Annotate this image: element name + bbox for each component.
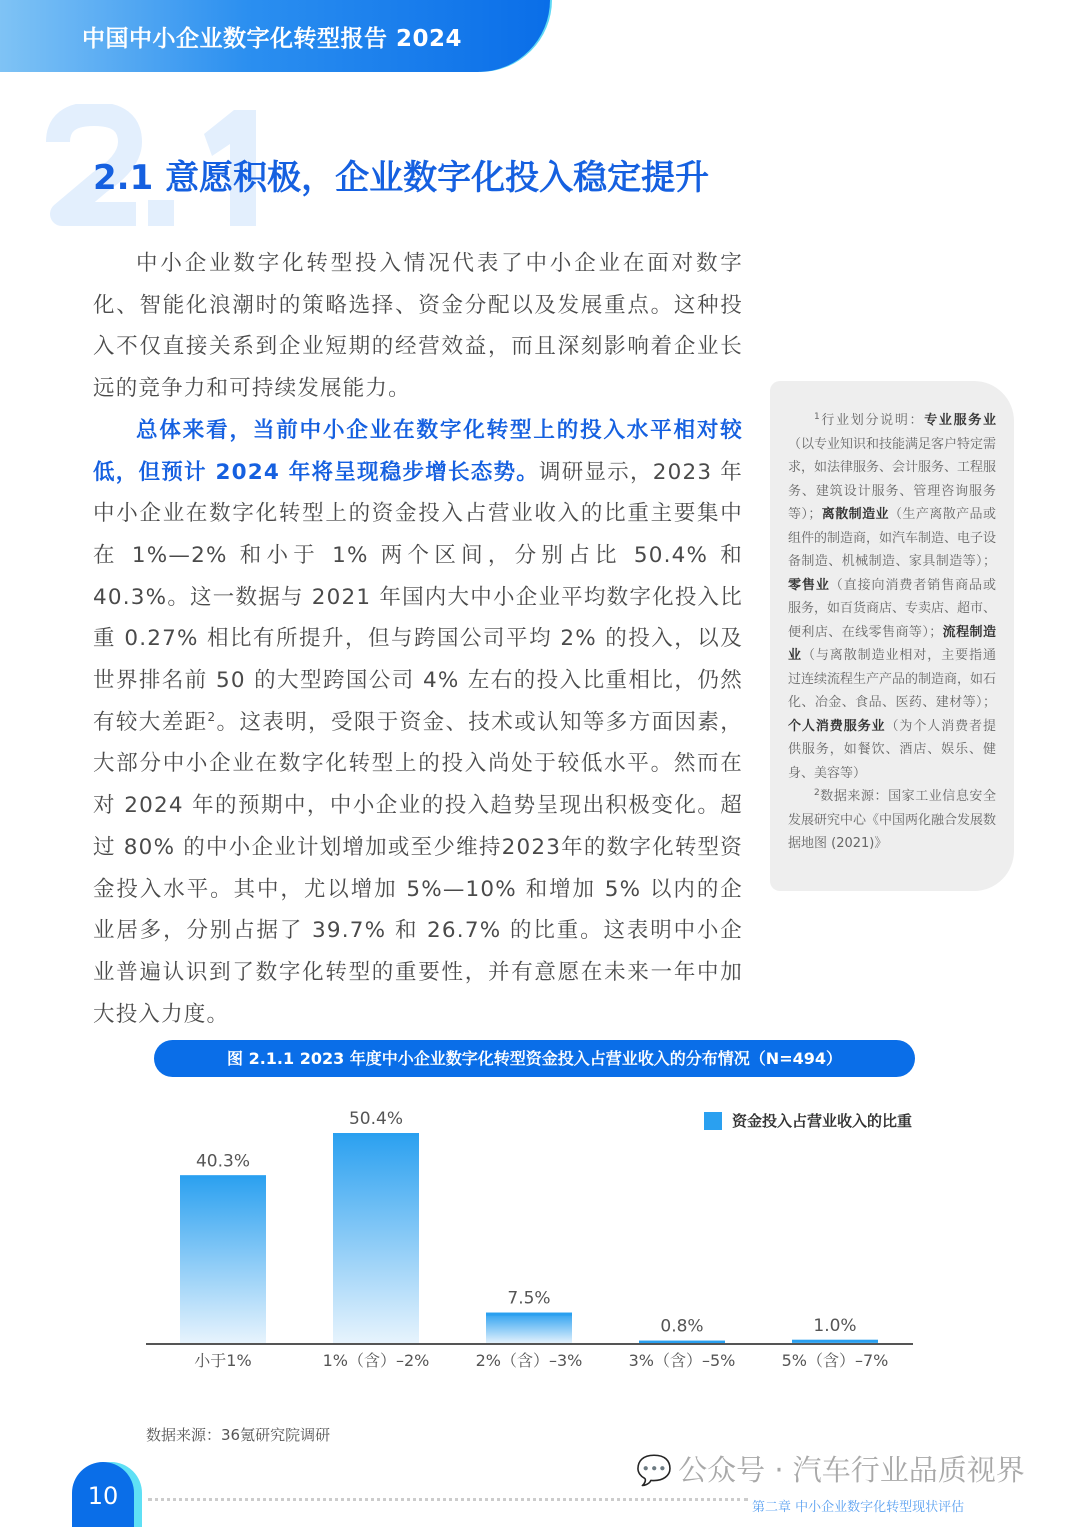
bar [333, 1133, 419, 1344]
data-label: 0.8% [660, 1316, 704, 1337]
note-text: （与离散制造业相对，主要指通过连续流程生产产品的制造商，如石化、冶金、食品、医药、建材等）； [788, 648, 997, 710]
bar-cap [180, 1175, 266, 1178]
key-finding: 总体来看，当前中小企业在数字化转型上的投入水平相对较低，但预计 2024 年将呈现稳步增长态势。 [93, 417, 743, 485]
paragraph-2-text: 调研显示，2023 年中小企业在数字化转型上的资金投入占营业收入的比重主要集中在 1%—2% 和小于 1% 两个区间，分别占比 50.4% 和 40.3%。这一数据与 2021 年国内大中小企业平均数字化投入比重 0.27% 相比有所提升，但与跨国公司平均 2% 的投入，以及世界排名前 50 的大型跨国公司 4% 左右的投入比重相比，仍然有较大差距 [93, 459, 743, 735]
data-label: 7.5% [507, 1288, 551, 1309]
header-banner [0, 0, 550, 72]
note-text: 数据来源：国家工业信息安全发展研究中心《中国两化融合发展数据地图 (2021)》 [788, 789, 997, 851]
bar-cap [486, 1313, 572, 1316]
note-text: （为个人消费者提供服务，如餐饮、酒店、娱乐、健身、美容等） [788, 718, 996, 781]
category-label: 1%（含）–2% [322, 1351, 430, 1370]
paragraph-2-text-cont: 。这表明，受限于资金、技术或认知等多方面因素，大部分中小企业在数字化转型上的投入尚处于较低水平。然而在对 2024 年的预期中，中小企业的投入趋势呈现出积极变化。超过 80% 的中小企业计划增加或至少维持2023年的数字化转型资金投入水平。其中，尤以增加 5%—10% 和增加 5% 以内的企业居多，分别占据了 39.7% 和 26.7% 的比重。这表明中小企业普遍认识到了数字化转型的重要性，并有意愿在未来一年中加大投入力度。 [93, 709, 743, 1027]
note-term: 个人消费服务业 [788, 718, 886, 734]
data-label: 40.3% [195, 1151, 251, 1172]
footnote-ref[interactable]: 2 [207, 709, 217, 724]
category-label: 3%（含）–5% [628, 1351, 736, 1370]
footnote-2 [788, 785, 996, 856]
footnote-box [770, 381, 1014, 891]
watermark-text: 公众号 · 汽车行业品质视界 [678, 1453, 1025, 1487]
data-label: 1.0% [813, 1315, 857, 1336]
paragraph-1: 中小企业数字化转型投入情况代表了中小企业在面对数字化、智能化浪潮时的策略选择、资金分配以及发展重点。这种投入不仅直接关系到企业短期的经营效益，而且深刻影响着企业长远的竞争力和可持续发展能力。 [93, 251, 743, 402]
bar-cap [333, 1133, 419, 1136]
page-number: 10 [72, 1462, 134, 1527]
note-term: 离散制造业 [821, 507, 889, 522]
footnote-1 [788, 409, 996, 785]
report-title: 中国中小企业数字化转型报告 2024 [82, 26, 463, 52]
watermark-dot [148, 200, 174, 226]
figure-title: 图 2.1.1 2023 年度中小企业数字化转型资金投入占营业收入的分布情况（N=494） [154, 1040, 915, 1077]
footer-divider [148, 1498, 748, 1501]
note-text: 行业划分说明： [819, 413, 925, 428]
note-term: 零售业 [788, 577, 830, 593]
note-text: （以专业知识和技能满足客户特定需求，如法律服务、会计服务、工程服务、建筑设计服务、管理咨询服务等）； [788, 436, 997, 522]
wechat-icon: 💬 [636, 1453, 673, 1487]
category-label: 小于1% [194, 1351, 252, 1370]
chapter-label: 第二章 中小企业数字化转型现状评估 [752, 1500, 965, 1515]
paragraph-2 [93, 410, 743, 1036]
bar-chart [0, 1090, 1080, 1390]
section-title: 2.1 意愿积极，企业数字化投入稳定提升 [93, 158, 710, 198]
note-text: （直接向消费者销售商品或服务，如百货商店、专卖店、超市、便利店、在线零售商等）； [788, 577, 997, 640]
footnote-mark: 1 [814, 412, 820, 422]
note-term: 专业服务业 [924, 413, 996, 428]
category-label: 5%（含）–7% [781, 1351, 889, 1370]
data-label: 50.4% [348, 1109, 404, 1129]
bar [180, 1175, 266, 1344]
legend-label: 资金投入占营业收入的比重 [732, 1112, 913, 1130]
bar [486, 1313, 572, 1344]
note-text: （生产离散产品或组件的制造商，如汽车制造、电子设备制造、机械制造、家具制造等）； [788, 507, 997, 569]
category-label: 2%（含）–3% [475, 1351, 583, 1370]
footnote-mark: 2 [814, 788, 820, 798]
watermark [636, 1452, 1025, 1488]
data-source: 数据来源：36氪研究院调研 [146, 1426, 331, 1444]
note-term: 流程制造业 [788, 624, 996, 663]
bar-cap [792, 1340, 878, 1343]
body-text [93, 243, 743, 1035]
